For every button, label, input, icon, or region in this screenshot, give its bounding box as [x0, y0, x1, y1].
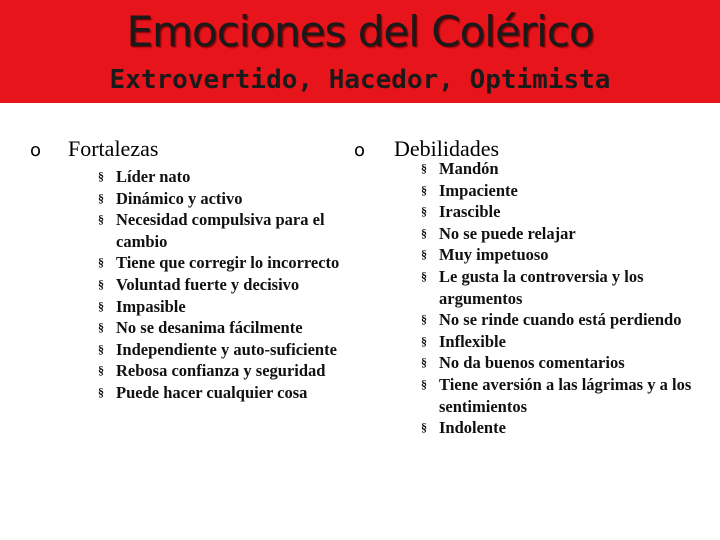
list-item-text: Necesidad compulsiva para el cambio	[116, 210, 325, 251]
strengths-heading-label: Fortalezas	[68, 136, 159, 161]
list-item	[354, 417, 714, 439]
square-bullet-icon: §	[421, 247, 427, 262]
strengths-list	[30, 166, 350, 404]
list-item	[30, 209, 350, 252]
square-bullet-icon: §	[98, 169, 104, 183]
list-item	[354, 158, 714, 180]
list-item	[354, 244, 714, 266]
square-bullet-icon: §	[421, 268, 427, 283]
list-item-text: No se rinde cuando está perdiendo	[439, 310, 682, 330]
list-item	[30, 296, 350, 318]
square-bullet-icon: §	[421, 333, 427, 348]
square-bullet-icon: §	[98, 212, 104, 227]
list-item-text: No se desanima fácilmente	[116, 318, 303, 338]
list-item-text: No se puede relajar	[439, 223, 576, 243]
list-item-text: Puede hacer cualquier cosa	[116, 382, 308, 402]
list-item	[354, 309, 714, 331]
weaknesses-heading-label: Debilidades	[394, 136, 500, 161]
list-item-text: Líder nato	[116, 167, 191, 186]
square-bullet-icon: §	[98, 276, 104, 291]
square-bullet-icon: §	[98, 363, 104, 378]
list-item-text: Irascible	[439, 202, 501, 222]
list-item	[354, 374, 714, 417]
circle-bullet-icon: o	[354, 140, 366, 161]
square-bullet-icon: §	[98, 384, 104, 399]
square-bullet-icon: §	[421, 312, 427, 327]
square-bullet-icon: §	[421, 355, 427, 370]
weaknesses-column	[354, 136, 714, 439]
list-item-text: Independiente y auto-suficiente	[116, 339, 337, 359]
list-item-text: Indolente	[439, 418, 506, 438]
square-bullet-icon: §	[98, 190, 104, 205]
square-bullet-icon: §	[98, 255, 104, 270]
square-bullet-icon: §	[421, 225, 427, 240]
list-item	[30, 188, 350, 210]
list-item	[30, 360, 350, 382]
list-item	[354, 266, 714, 309]
list-item-text: Le gusta la controversia y los argumentos	[439, 266, 644, 308]
list-item-text: Impaciente	[439, 180, 518, 200]
list-item-text: Muy impetuoso	[439, 245, 549, 265]
list-item	[354, 223, 714, 245]
list-item-text: Dinámico y activo	[116, 188, 243, 208]
list-item	[354, 352, 714, 374]
square-bullet-icon: §	[421, 161, 427, 175]
list-item-text: Tiene que corregir lo incorrecto	[116, 253, 340, 273]
list-item-text: No da buenos comentarios	[439, 353, 625, 373]
strengths-heading	[30, 136, 350, 166]
slide-subtitle: Extrovertido, Hacedor, Optimista	[109, 65, 611, 95]
slide-title: Emociones del Colérico	[126, 7, 594, 56]
list-item-text: Inflexible	[439, 331, 506, 351]
square-bullet-icon: §	[421, 376, 427, 391]
list-item	[30, 317, 350, 339]
square-bullet-icon: §	[98, 298, 104, 313]
list-item-text: Voluntad fuerte y decisivo	[116, 274, 300, 294]
weaknesses-list	[354, 158, 714, 439]
square-bullet-icon: §	[421, 204, 427, 219]
square-bullet-icon: §	[421, 182, 427, 197]
list-item	[30, 382, 350, 404]
list-item-text: Tiene aversión a las lágrimas y a los sentimientos	[439, 374, 692, 416]
square-bullet-icon: §	[421, 420, 427, 435]
list-item-text: Rebosa confianza y seguridad	[116, 361, 326, 381]
list-item	[30, 339, 350, 361]
list-item-text: Impasible	[116, 296, 186, 316]
list-item	[354, 331, 714, 353]
list-item	[30, 252, 350, 274]
square-bullet-icon: §	[98, 341, 104, 356]
list-item	[354, 201, 714, 223]
strengths-column	[30, 136, 350, 404]
square-bullet-icon: §	[98, 320, 104, 335]
list-item	[30, 166, 350, 188]
list-item	[30, 274, 350, 296]
circle-bullet-icon: o	[30, 140, 42, 161]
list-item	[354, 180, 714, 202]
list-item-text: Mandón	[439, 159, 499, 178]
